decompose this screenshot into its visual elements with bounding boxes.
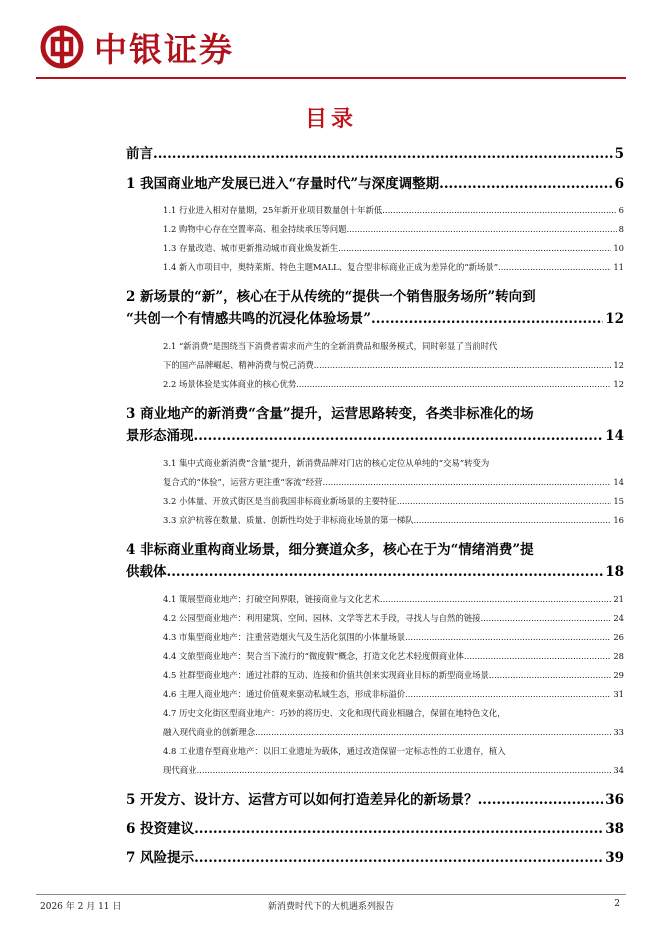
- toc-page-number: 15: [613, 496, 624, 506]
- toc-entry-row: [163, 609, 624, 628]
- footer-report-name: 新消费时代下的大机遇系列报告: [267, 902, 394, 912]
- toc-page-number: 5: [614, 146, 624, 162]
- toc-leader-dots: [296, 375, 611, 394]
- toc-entry-row: [163, 375, 624, 394]
- toc-entry[interactable]: [126, 685, 624, 704]
- toc-entry[interactable]: [126, 628, 624, 647]
- toc-entry-title: 7 风险提示: [126, 850, 195, 866]
- toc-leader-dots: [478, 789, 604, 811]
- toc-entry-row: [163, 666, 624, 685]
- toc-entry-title: 景形态涌现: [126, 428, 194, 444]
- toc-entry-row: [126, 818, 624, 840]
- toc-page-number: 12: [605, 311, 624, 327]
- toc-leader-dots: [153, 143, 613, 165]
- toc-leader-dots: [382, 201, 616, 220]
- toc-entry-row: [163, 356, 624, 375]
- toc-leader-dots: [197, 761, 612, 780]
- toc-leader-dots: [346, 220, 616, 239]
- brand-name: 中银证券: [94, 29, 234, 69]
- toc-entry[interactable]: [126, 847, 624, 869]
- toc-entry[interactable]: [126, 337, 624, 375]
- toc-entry[interactable]: [126, 539, 624, 583]
- toc-entry-row: [163, 511, 624, 530]
- footer-date: 2026 年 2 月 11 日: [40, 902, 122, 912]
- toc-entry[interactable]: [126, 742, 624, 780]
- toc-entry-text: 4.8 工业遗存型商业地产：以旧工业遗址为载体，通过改造保留一定标志性的工业遗存，植入: [163, 746, 506, 756]
- toc-leader-dots: [167, 561, 604, 583]
- toc-entry[interactable]: [126, 143, 624, 165]
- toc-leader-dots: [464, 647, 611, 666]
- toc-entry-title: 1 我国商业地产发展已进入“存量时代”与深度调整期: [126, 176, 440, 192]
- toc-entry-title: 供载体: [126, 564, 167, 580]
- toc-entry-title: 4.2 公园型商业地产：利用建筑、空间、园林、文学等艺术手段，寻找人与自然的链接: [163, 613, 481, 623]
- toc-entry-text: 3 商业地产的新消费“含量”提升，运营思路转变，各类非标准化的场: [126, 406, 534, 422]
- toc-page-number: 14: [613, 477, 624, 487]
- toc-entry[interactable]: [126, 609, 624, 628]
- toc-entry[interactable]: [126, 647, 624, 666]
- toc-entry[interactable]: [126, 590, 624, 609]
- toc-leader-dots: [371, 308, 603, 330]
- toc-entry-row: [126, 561, 624, 583]
- toc-entry[interactable]: [126, 511, 624, 530]
- toc-entry-title: 3.2 小体量、开放式街区是当前我国非标商业新场景的主要特征: [163, 496, 397, 506]
- toc-leader-dots: [413, 511, 611, 530]
- toc-entry-row: [163, 590, 624, 609]
- toc-leader-dots: [194, 847, 603, 869]
- toc-page-number: 36: [605, 792, 624, 808]
- toc-entry-text: 4.7 历史文化街区型商业地产：巧妙的将历史、文化和现代商业相融合，保留在地特色文化，: [163, 708, 506, 718]
- toc-entry-title: 3.3 京沪杭蓉在数量、质量、创新性均处于非标商业场景的第一梯队: [163, 515, 414, 525]
- footer-divider: [36, 894, 626, 895]
- toc-entry-row: [163, 220, 624, 239]
- toc-page-number: 33: [613, 727, 624, 737]
- toc-entry[interactable]: [126, 789, 624, 811]
- toc-leader-dots: [489, 666, 611, 685]
- toc-entry[interactable]: [126, 403, 624, 447]
- toc-leader-dots: [405, 628, 611, 647]
- header: [40, 22, 234, 72]
- toc-leader-dots: [338, 239, 611, 258]
- toc-page-number: 24: [613, 613, 624, 623]
- toc-leader-dots: [498, 258, 611, 277]
- toc-entry-row: [163, 628, 624, 647]
- toc-entry-title: 4.3 市集型商业地产：注重营造烟火气及生活化氛围的小体量场景: [163, 632, 406, 642]
- toc-entry-title: “共创一个有情感共鸣的沉浸化体验场景”: [126, 311, 372, 327]
- toc-page-number: 10: [613, 243, 624, 253]
- toc-entry-row: [163, 492, 624, 511]
- toc-entry-title: 复合式的“体验”，运营方更注重“客流”经营: [163, 477, 323, 487]
- toc-entry-row: [163, 258, 624, 277]
- toc-entry-row: [126, 173, 624, 195]
- toc-page-number: 16: [613, 515, 624, 525]
- header-divider: [36, 77, 626, 79]
- toc-entry-row: [163, 201, 624, 220]
- toc-entry-row: [163, 239, 624, 258]
- toc-entry-row: [163, 723, 624, 742]
- toc-page-number: 28: [613, 651, 624, 661]
- toc-entry-title: 前言: [126, 146, 153, 162]
- toc-entry-title: 1.1 行业进入相对存量期，25年新开业项目数量创十年新低: [163, 205, 383, 215]
- toc-entry-title: 下的国产品牌崛起、精神消费与悦己消费: [163, 360, 314, 370]
- toc-entry[interactable]: [126, 818, 624, 840]
- toc-entry-title: 4.4 文旅型商业地产：契合当下流行的“微度假”概念，打造文化艺术轻度假商业体: [163, 651, 464, 661]
- toc-entry-title: 2.2 场景体验是实体商业的核心优势: [163, 379, 297, 389]
- toc-entry-title: 4.1 策展型商业地产：打破空间界限，链接商业与文化艺术: [163, 594, 380, 604]
- footer-page-number: 2: [614, 899, 620, 909]
- toc-entry-row: [163, 761, 624, 780]
- toc-page-number: 38: [605, 821, 624, 837]
- toc-entry[interactable]: [126, 375, 624, 394]
- toc-entry-row: [126, 425, 624, 447]
- toc-page-number: 34: [613, 765, 624, 775]
- toc-entry-title: 1.3 存量改造、城市更新推动城市商业焕发新生: [163, 243, 339, 253]
- toc-entry-text: 2.1 “新消费”是围绕当下消费者需求而产生的全新消费品和服务模式，同时彰显了当前时代: [163, 341, 498, 351]
- toc-entry-title: 4.6 主理人商业地产：通过价值观来驱动私域生态，形成非标溢价: [163, 689, 406, 699]
- toc-entry-title: 6 投资建议: [126, 821, 195, 837]
- toc-leader-dots: [405, 685, 611, 704]
- toc-entry[interactable]: [126, 286, 624, 330]
- toc-page-number: 39: [605, 850, 624, 866]
- toc-leader-dots: [314, 356, 612, 375]
- toc-entry[interactable]: [126, 666, 624, 685]
- toc-entry-text: 3.1 集中式商业新消费“含量”提升，新消费品牌对门店的核心定位从单纯的“交易”转变为: [163, 458, 490, 468]
- toc-page-number: 11: [613, 262, 624, 272]
- toc-entry-row: [163, 647, 624, 666]
- toc-leader-dots: [255, 723, 611, 742]
- toc-entry-row: [163, 685, 624, 704]
- page-title: 目录: [304, 107, 357, 132]
- toc-entry-text: 2 新场景的“新”，核心在于从传统的“提供一个销售服务场所”转向到: [126, 289, 536, 305]
- toc-entry-row: [126, 789, 624, 811]
- toc-page-number: 12: [613, 379, 624, 389]
- toc-entry-title: 4.5 社群型商业地产：通过社群的互动、连接和价值共创来实现商业目标的新型商业场景: [163, 670, 489, 680]
- bank-of-china-logo-icon: [40, 25, 84, 69]
- toc-entry-title: 融入现代商业的创新理念: [163, 727, 256, 737]
- toc-entry[interactable]: [126, 704, 624, 742]
- toc-entry[interactable]: [126, 220, 624, 239]
- toc-entry-row: [126, 143, 624, 165]
- toc-leader-dots: [194, 818, 603, 840]
- toc-page-number: 6: [614, 176, 624, 192]
- toc-leader-dots: [480, 609, 611, 628]
- toc-entry-row: [163, 473, 624, 492]
- toc-entry-text: 4 非标商业重构商业场景，细分赛道众多，核心在于为“情绪消费”提: [126, 542, 534, 558]
- toc-leader-dots: [439, 173, 612, 195]
- toc-page-number: 12: [613, 360, 624, 370]
- toc-page-number: 18: [605, 564, 624, 580]
- toc-entry-row: [126, 847, 624, 869]
- table-of-contents: [126, 143, 624, 869]
- toc-page-number: 29: [613, 670, 624, 680]
- toc-entry-row: [126, 308, 624, 330]
- toc-leader-dots: [323, 473, 612, 492]
- toc-entry[interactable]: [126, 201, 624, 220]
- toc-entry-title: 1.4 新入市项目中，奥特莱斯、特色主题MALL、复合型非标商业正成为差异化的“新场景”: [163, 262, 499, 272]
- toc-page-number: 31: [613, 689, 624, 699]
- toc-entry-title: 1.2 购物中心存在空置率高、租金持续承压等问题: [163, 224, 347, 234]
- toc-entry-title: 5 开发方、设计方、运营方可以如何打造差异化的新场景？: [126, 792, 478, 808]
- toc-leader-dots: [194, 425, 604, 447]
- toc-leader-dots: [380, 590, 611, 609]
- toc-page-number: 6: [618, 205, 624, 215]
- toc-entry[interactable]: [126, 258, 624, 277]
- toc-entry[interactable]: [126, 173, 624, 195]
- toc-entry-title: 现代商业: [163, 765, 197, 775]
- toc-page-number: 8: [618, 224, 624, 234]
- toc-entry[interactable]: [126, 239, 624, 258]
- toc-entry[interactable]: [126, 454, 624, 492]
- toc-page-number: 21: [613, 594, 624, 604]
- toc-entry[interactable]: [126, 492, 624, 511]
- toc-page-number: 26: [613, 632, 624, 642]
- toc-page-number: 14: [605, 428, 624, 444]
- toc-leader-dots: [397, 492, 612, 511]
